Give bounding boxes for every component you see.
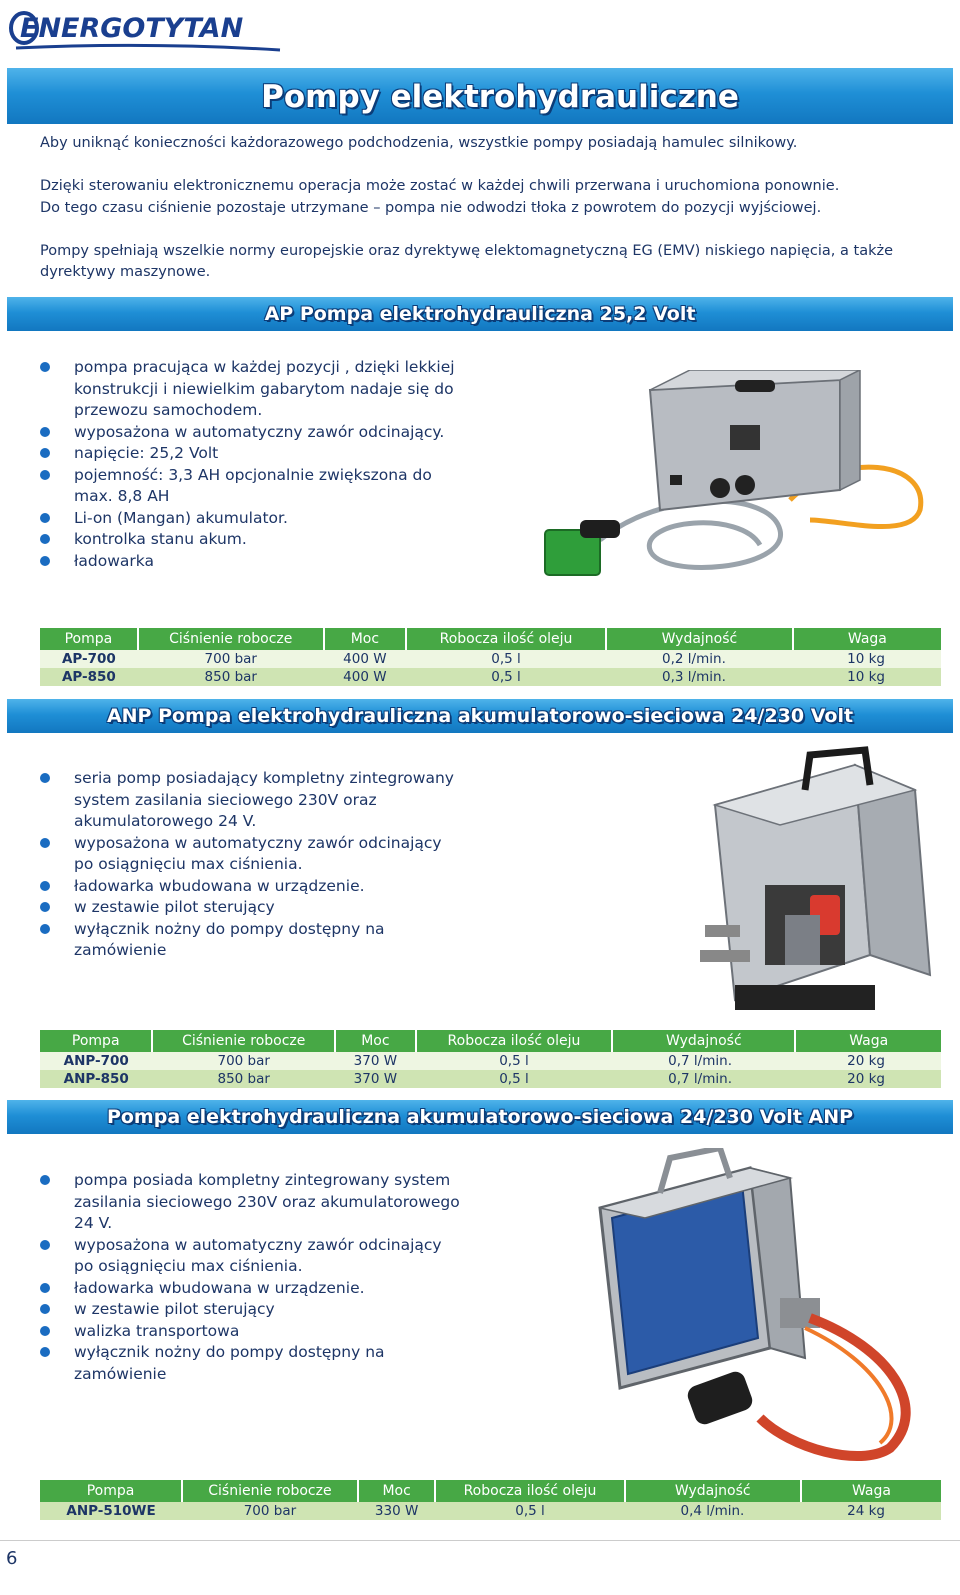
- feature-item: system zasilania sieciowego 230V oraz: [74, 790, 377, 809]
- feature-item: zasilania sieciowego 230V oraz akumulatorowego: [74, 1192, 460, 1211]
- feature-item: zamówienie: [74, 1364, 167, 1383]
- intro-line-4: Pompy spełniają wszelkie normy europejskie oraz dyrektywę elektomagnetyczną EG (EMV) niskiego napięcia, a także: [40, 243, 894, 259]
- col-header-weight: Waga: [801, 1480, 941, 1502]
- col-header-pump: Pompa: [40, 1030, 152, 1052]
- ap-spec-table: [40, 628, 941, 686]
- feature-item: 24 V.: [74, 1214, 113, 1232]
- feature-item: w zestawie pilot sterujący: [40, 1299, 480, 1321]
- feature-item: wyłącznik nożny do pompy dostępny na: [40, 919, 480, 941]
- feature-item: pojemność: 3,3 AH opcjonalnie zwiększona do: [40, 465, 480, 487]
- section-anp-features: [40, 768, 480, 962]
- feature-item: akumulatorowego 24 V.: [74, 812, 257, 830]
- col-header-pressure: Ciśnienie robocze: [138, 628, 324, 650]
- table-row: ANP-510WE 700 bar 330 W 0,5 l 0,4 l/min. 24 kg: [40, 1502, 941, 1520]
- feature-item: wyłącznik nożny do pompy dostępny na: [40, 1342, 480, 1364]
- ap-pump-photo: [540, 370, 940, 590]
- section-ap-heading: AP Pompa elektrohydrauliczna 25,2 Volt: [7, 297, 953, 331]
- feature-item: wyposażona w automatyczny zawór odcinający: [40, 1235, 480, 1257]
- feature-item: pompa posiada kompletny zintegrowany system: [40, 1170, 480, 1192]
- table-row: AP-700 700 bar 400 W 0,5 l 0,2 l/min. 10 kg: [40, 650, 941, 668]
- intro-line-5: dyrektywy maszynowe.: [40, 264, 211, 280]
- feature-item: pompa pracująca w każdej pozycji , dzięki lekkiej: [40, 357, 480, 379]
- table-row: AP-850 850 bar 400 W 0,5 l 0,3 l/min. 10 kg: [40, 668, 941, 686]
- col-header-oil: Robocza ilość oleju: [435, 1480, 624, 1502]
- section-anp-case-features: [40, 1170, 480, 1385]
- section-anp-case-heading: Pompa elektrohydrauliczna akumulatorowo-sieciowa 24/230 Volt ANP: [7, 1100, 953, 1134]
- feature-item: Li-on (Mangan) akumulator.: [40, 508, 480, 530]
- intro-line-2: Dzięki sterowaniu elektronicznemu operacja może zostać w każdej chwili przerwana i uruchomiona ponownie.: [40, 178, 840, 194]
- table-row: ANP-700 700 bar 370 W 0,5 l 0,7 l/min. 20 kg: [40, 1052, 941, 1070]
- col-header-power: Moc: [335, 1030, 416, 1052]
- feature-item: ładowarka wbudowana w urządzenie.: [40, 876, 480, 898]
- feature-item: zamówienie: [74, 941, 167, 959]
- anp-pump-photo: [695, 745, 940, 1020]
- intro-line-1: Aby uniknąć konieczności każdorazowego podchodzenia, wszystkie pompy posiadają hamulec silnikowy.: [40, 135, 798, 151]
- logo-text: ENERGOTYTAN: [20, 13, 244, 44]
- footer-divider: [0, 1540, 960, 1541]
- feature-item: wyposażona w automatyczny zawór odcinający.: [40, 422, 480, 444]
- col-header-flow: Wydajność: [625, 1480, 801, 1502]
- col-header-pump: Pompa: [40, 628, 138, 650]
- intro-line-3: Do tego czasu ciśnienie pozostaje utrzymane – pompa nie odwodzi tłoka z powrotem do pozycji wyjściowej.: [40, 200, 822, 216]
- table-row: ANP-850 850 bar 370 W 0,5 l 0,7 l/min. 20 kg: [40, 1070, 941, 1088]
- section-anp-heading: ANP Pompa elektrohydrauliczna akumulatorowo-sieciowa 24/230 Volt: [7, 699, 953, 733]
- feature-item: ładowarka: [40, 551, 480, 573]
- col-header-power: Moc: [324, 628, 406, 650]
- feature-item: wyposażona w automatyczny zawór odcinający: [40, 833, 480, 855]
- feature-item: ładowarka wbudowana w urządzenie.: [40, 1278, 480, 1300]
- col-header-oil: Robocza ilość oleju: [406, 628, 606, 650]
- col-header-power: Moc: [358, 1480, 436, 1502]
- feature-item: kontrolka stanu akum.: [40, 529, 480, 551]
- anp-spec-table: [40, 1030, 941, 1088]
- feature-item: po osiągnięciu max ciśnienia.: [74, 855, 303, 873]
- feature-item: konstrukcji i niewielkim gabarytom nadaje się do: [74, 379, 454, 398]
- page-title: Pompy elektrohydrauliczne: [7, 68, 953, 124]
- col-header-pump: Pompa: [40, 1480, 182, 1502]
- feature-item: napięcie: 25,2 Volt: [40, 443, 480, 465]
- feature-item: po osiągnięciu max ciśnienia.: [74, 1257, 303, 1275]
- feature-item: przewozu samochodem.: [74, 401, 263, 419]
- feature-item: max. 8,8 AH: [74, 487, 170, 505]
- col-header-pressure: Ciśnienie robocze: [152, 1030, 335, 1052]
- col-header-weight: Waga: [793, 628, 941, 650]
- col-header-flow: Wydajność: [606, 628, 793, 650]
- anp-case-spec-table: [40, 1480, 941, 1520]
- col-header-oil: Robocza ilość oleju: [416, 1030, 612, 1052]
- col-header-weight: Waga: [795, 1030, 941, 1052]
- feature-item: w zestawie pilot sterujący: [40, 897, 480, 919]
- feature-item: walizka transportowa: [40, 1321, 480, 1343]
- col-header-flow: Wydajność: [612, 1030, 795, 1052]
- col-header-pressure: Ciśnienie robocze: [182, 1480, 358, 1502]
- energotytan-logo: [8, 4, 288, 56]
- page-number: 6: [6, 1548, 18, 1569]
- anp-case-pump-photo: [590, 1148, 940, 1468]
- feature-item: seria pomp posiadający kompletny zintegrowany: [40, 768, 480, 790]
- section-ap-features: [40, 357, 480, 572]
